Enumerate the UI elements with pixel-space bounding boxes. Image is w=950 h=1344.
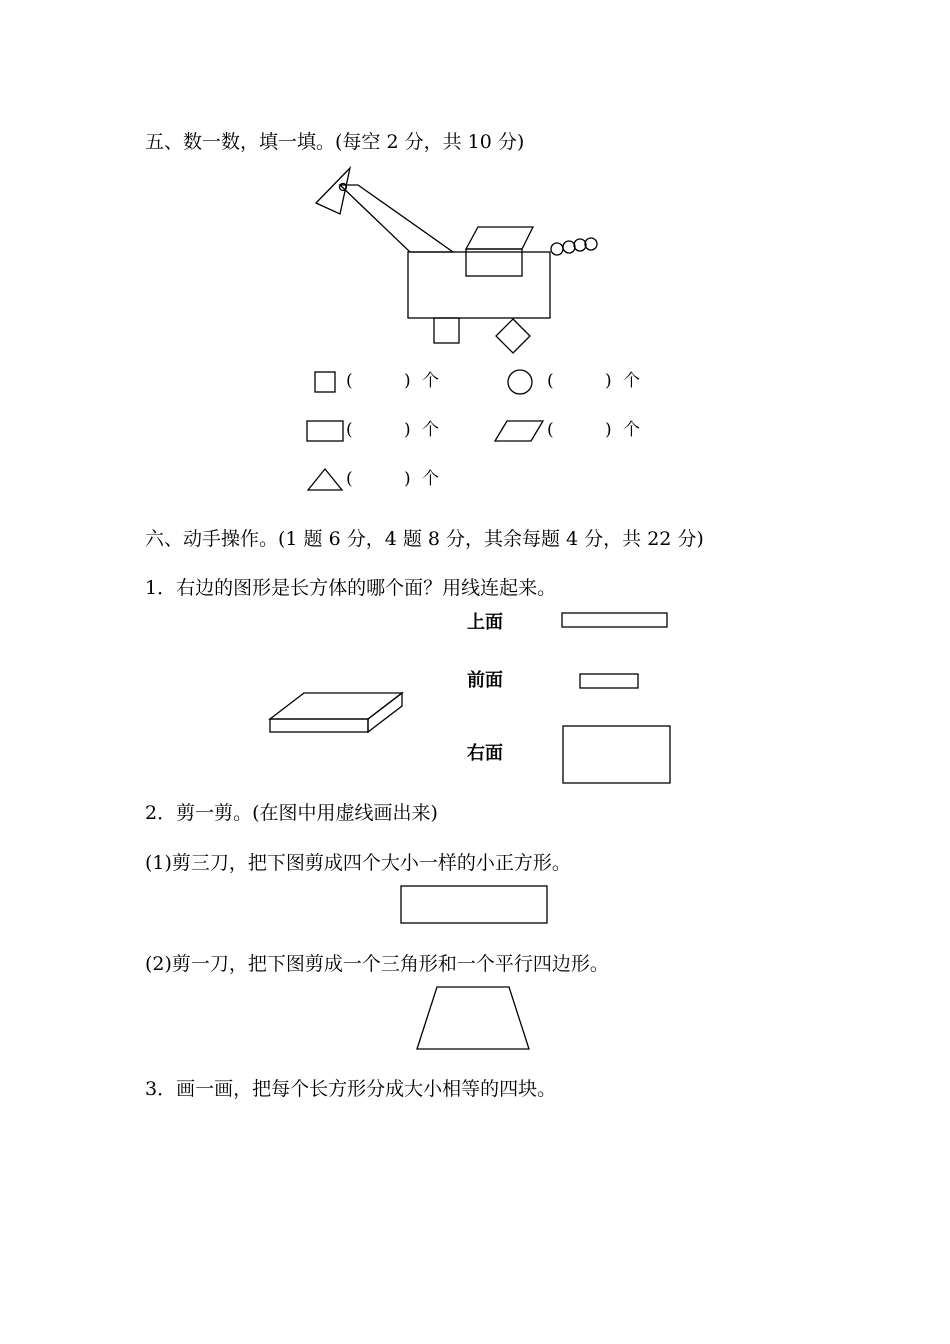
cut-trapezoid	[417, 987, 529, 1049]
unit-square: 个	[422, 371, 439, 391]
blank-close-rectangle: )	[404, 420, 411, 440]
section5-title: 五、数一数，填一填。(每空 2 分，共 10 分)	[145, 131, 525, 153]
blank-open-rectangle: (	[346, 420, 353, 440]
q2-text: 2．剪一剪。(在图中用虚线画出来)	[145, 802, 438, 824]
blank-open-square: (	[346, 371, 353, 391]
unit-triangle: 个	[422, 469, 439, 489]
unit-rectangle: 个	[422, 420, 439, 440]
q2-sub2-text: (2)剪一刀，把下图剪成一个三角形和一个平行四边形。	[145, 953, 609, 975]
blank-close-square: )	[404, 371, 411, 391]
blank-open-triangle: (	[346, 469, 353, 489]
q1-text: 1．右边的图形是长方体的哪个面？用线连起来。	[145, 577, 557, 599]
q3-text: 3．画一画，把每个长方形分成大小相等的四块。	[145, 1078, 557, 1100]
label-front-face: 前面	[467, 670, 503, 691]
label-top-face: 上面	[467, 612, 503, 633]
blank-close-triangle: )	[404, 469, 411, 489]
blank-close-circle: )	[605, 371, 612, 391]
blank-close-parallelogram: )	[605, 420, 612, 440]
unit-parallelogram: 个	[623, 420, 640, 440]
q2-sub1-text: (1)剪三刀，把下图剪成四个大小一样的小正方形。	[145, 852, 571, 874]
section6-title: 六、动手操作。(1 题 6 分，4 题 8 分，其余每题 4 分，共 22 分)	[145, 528, 704, 550]
cut-rectangle	[401, 886, 547, 923]
blank-open-circle: (	[547, 371, 554, 391]
unit-circle: 个	[623, 371, 640, 391]
blank-open-parallelogram: (	[547, 420, 554, 440]
label-right-face: 右面	[467, 743, 503, 764]
